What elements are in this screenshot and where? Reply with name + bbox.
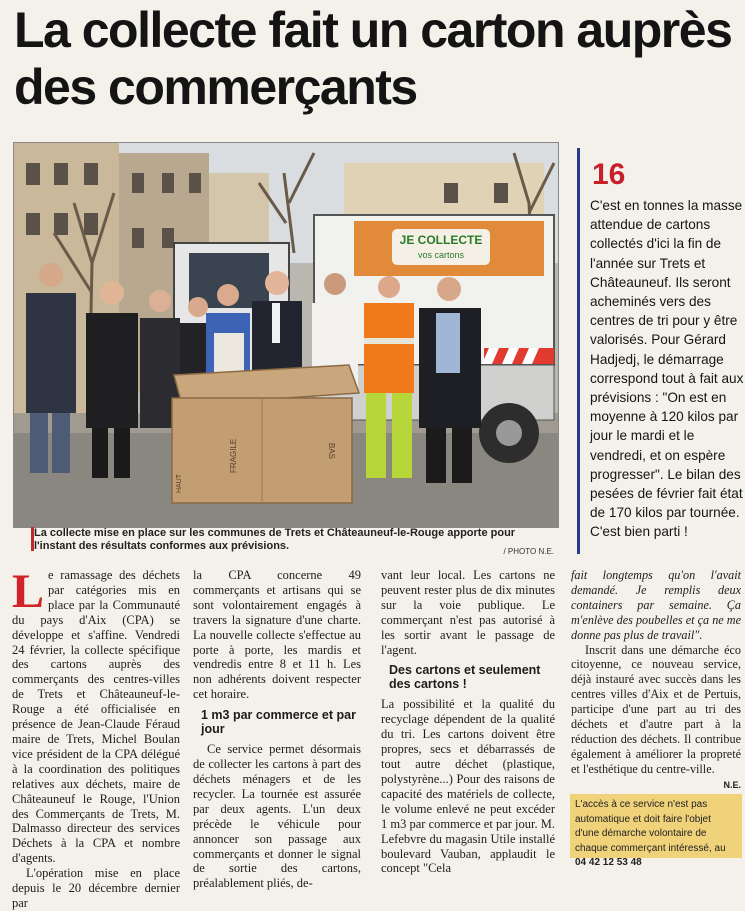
article-column-1 xyxy=(12,565,180,911)
box-label-haut: HAUT xyxy=(176,473,183,493)
col4-paragraph-2: Inscrit dans une démarche éco citoyenne, ce nouveau service, déjà instauré avec succès dans les centres villes d'Aix et de Pertuis, participe d'une part au tri des déchets et d'autre part à la réduction des déchets. Il contribue également à améliorer la propreté et l'esthétique du centre-ville. xyxy=(571,642,741,776)
article-column-2 xyxy=(193,568,361,891)
article-column-4 xyxy=(571,568,741,793)
sidebar-box xyxy=(577,148,745,554)
col3-paragraph-1: vant leur local. Les cartons ne peuvent rester plus de dix minutes sur la voie publique. Le commerçant n'est pas autorisé à les sortir avant le passage de l'agent. xyxy=(381,568,555,657)
col2-subheading: 1 m3 par commerce et par jour xyxy=(201,708,356,737)
article-column-3 xyxy=(381,568,555,876)
col4-paragraph-1: fait longtemps qu'on l'avait demandé. Je remplis deux containers par semaine. Ça m'enlève des poubelles et ça ne me donne pas plus de travail". xyxy=(571,568,741,642)
truck-sign-line2: vos cartons xyxy=(417,250,465,260)
headline: La collecte fait un carton auprès des commerçants xyxy=(14,2,732,115)
article-signature: N.E. xyxy=(723,779,741,790)
truck-sign-line1: JE COLLECTE xyxy=(399,233,483,247)
notice-text: L'accès à ce service n'est pas automatique et doit faire l'objet d'une démarche volontaire de chaque commerçant intéressé, au xyxy=(575,799,726,854)
col2-paragraph-2: Ce service permet désormais de collecter les cartons à part des déchets ménagers et de les recycler. La tournée est assurée par deux agents. L'un deux précède le véhicule pour annoncer son passage aux commerçants et donner le signal de sortie des cartons, préalablement pliés, de- xyxy=(193,742,361,891)
drop-cap: L xyxy=(12,565,45,618)
col1-paragraph-2: L'opération mise en place depuis le 20 décembre dernier par xyxy=(12,866,180,910)
sidebar-text: C'est en tonnes la masse attendue de cartons collectés d'ici la fin de l'année sur Trets et Châteauneuf. Ils seront acheminés vers des centres de tri pour y être valorisés. Pour Gérard Hadjedj, le démarrage correspond tout à fait aux prévisions : "On est en moyenne à 120 kilos par jour le mardi et le vendredi, et on espère progresser". Le bilan des pesées de février fait état de 170 kilos par tournée. C'est bien parti ! xyxy=(590,198,744,540)
box-label-fragile: FRAGILE xyxy=(229,438,238,473)
photo-credit: / PHOTO N.E. xyxy=(503,547,554,556)
photo-caption: La collecte mise en place sur les communes de Trets et Châteauneuf-le-Rouge apporte pour l'instant des résultats conformes aux prévisions. xyxy=(34,527,516,552)
col3-subheading: Des cartons et seulement des cartons ! xyxy=(389,663,541,692)
notice-phone: 04 42 12 53 48 xyxy=(575,857,642,868)
col2-paragraph-1: la CPA concerne 49 commerçants et artisans qui se sont volontairement engagés à travers la signature d'une charte. La nouvelle collecte s'effectue au porte à porte, les mardis et vendredis entre 8 et 11 h. Les non adhérents doivent respecter cet horaire. xyxy=(193,568,361,702)
box-label-bas: BAS xyxy=(327,443,336,460)
col1-paragraph-1: e ramassage des déchets par catégories mis en place par la Communauté du pays d'Aix (CPA) se développe et s'affine. Vendredi 24 février, la collecte spécifique des cartons auprès des commerçants des centres-villes de Trets et Châteauneuf-le-Rouge a été officialisée en présence de Jean-Claude Féraud maire de Trets, Michel Boulan vice président de la CPA délégué à la coordination des politiques relatives aux déchets, maire de Châteauneuf le Rouge, l'Union des Commerçants de Trets, M. Dalmasso directeur des services Déchets à la CPA et nombre d'agents. xyxy=(12,568,180,866)
col3-paragraph-2: La possibilité et la qualité du recyclage dépendent de la qualité du tri. Les cartons doivent être propres, secs et débarrassés de tout autre déchet (plastique, polystyrène...) Pour des raisons de capacité des matériels de collecte, le volume enlevé ne peut excéder 1 m3 par commerce et par jour. M. Lefebvre du magasin Utile installé boulevard Vauban, applaudit le concept "Cela xyxy=(381,697,555,876)
article-photo xyxy=(13,142,559,528)
sidebar-number: 16 xyxy=(592,158,626,191)
info-notice xyxy=(570,794,742,868)
